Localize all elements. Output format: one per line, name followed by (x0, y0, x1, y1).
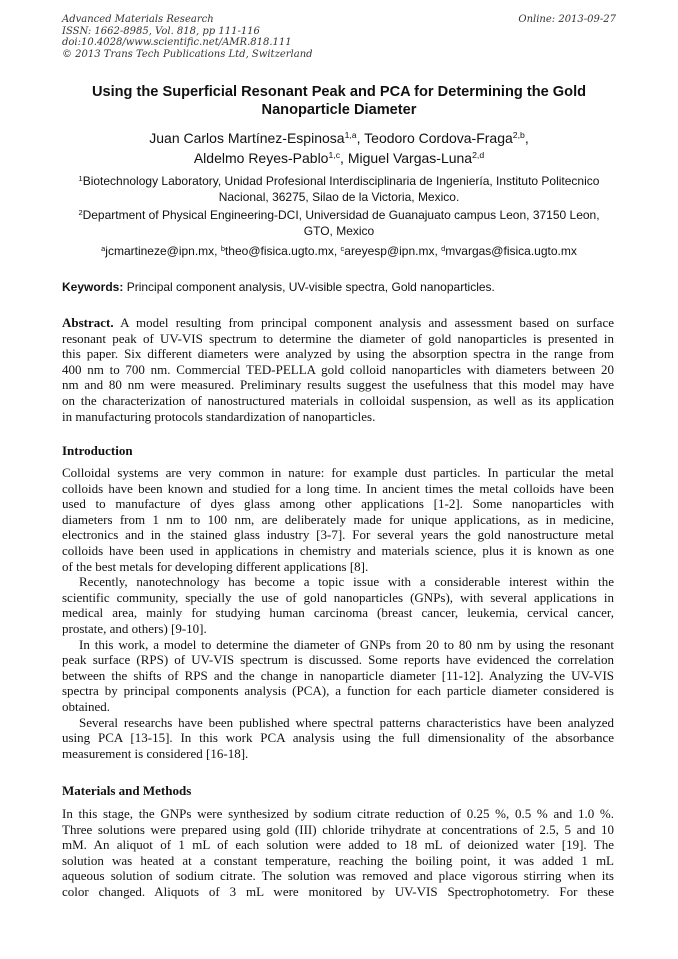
body-line: solution was heated at a constant temperature, reaching the boiling point, it was added 1 mL (62, 852, 614, 868)
abstract-line: this paper. Six different diameters were analyzed by using the absorption spectra in the range from (62, 346, 614, 362)
body-line: mM. An aliquot of 1 mL of each solution were added to 18 mL of deionized water [19]. The (62, 837, 614, 853)
body-line: color changed. Aliquots of 3 mL were monitored by UV-VIS Spectrophotometry. For these (62, 883, 614, 899)
section-heading-methods: Materials and Methods (62, 783, 192, 798)
affiliation-2-line-2: GTO, Mexico (303, 224, 375, 238)
author-separator: , (340, 150, 348, 166)
title-line-2: Nanoparticle Diameter (261, 102, 417, 118)
abstract-line: on the characterization of nanostructured materials in colloidal suspension, as well as its application (62, 392, 614, 408)
body-line: using PCA [13-15]. In this work PCA analysis using the full dimensionality of the absorbance (62, 730, 614, 746)
email-link[interactable]: areyesp@ipn.mx, (344, 244, 442, 258)
body-line: of the best metals for developing different applications [8]. (62, 558, 369, 574)
email-list (62, 243, 616, 259)
author-affil-sup: 2,b (512, 130, 525, 141)
body-line: measurement is considered [16-18]. (62, 745, 249, 761)
email-link[interactable]: mvargas@fisica.ugto.mx (445, 244, 577, 258)
abstract-line: in manufacturing protocols standardization of nanoparticles. (62, 408, 376, 424)
section-heading-introduction: Introduction (62, 443, 133, 458)
keywords (62, 279, 616, 295)
author-affil-sup: 2,d (472, 150, 485, 161)
body-line: peak surface (RPS) of UV-VIS spectrum is discussed. Some reports have evidenced the correlation (62, 652, 614, 668)
author-name: Aldelmo Reyes-Pablo (193, 150, 329, 166)
abstract-line (62, 315, 614, 331)
affiliation-1 (62, 173, 616, 205)
body-line: obtained. (62, 698, 111, 714)
author-name: Miguel Vargas-Luna (347, 150, 473, 166)
introduction-body (62, 465, 614, 761)
body-line: spectra by principal components analysis (PCA), a function for each particle diameter considered is (62, 683, 614, 699)
body-line: between the shifts of RPS and the change in nanoparticle diameter [11-12]. Analyzing the UV-VIS (62, 667, 614, 683)
body-line: Three solutions were prepared using gold (III) chloride trihydrate at concentrations of 2.5, 5 and 10 (62, 821, 614, 837)
affiliation-text: Department of Physical Engineering-DCI, Universidad de Guanajuato campus Leon, 37150 Leon, (82, 208, 600, 222)
author-separator: , (524, 130, 529, 146)
abstract-line: 400 nm to 700 nm. Commercial TED-PELLA gold colloid nanoparticles with diameters between 20 (62, 361, 614, 377)
online-date: Online: 2013-09-27 (518, 14, 616, 25)
journal-header (62, 14, 616, 60)
affiliation-number: 1 (78, 173, 83, 183)
body-line: used to manufacture of dyes glass among other applications [1-2]. Some nanoparticles with (62, 496, 614, 512)
author-name: Juan Carlos Martínez-Espinosa (149, 130, 345, 146)
author-line-2 (62, 148, 616, 168)
body-line: prostate, and others) [9-10]. (62, 620, 207, 636)
body-line: colloids have been known and studied for a long time. In ancient times the metal colloids have been (62, 480, 614, 496)
journal-doi: doi:10.4028/www.scientific.net/AMR.818.111 (62, 37, 292, 48)
affiliation-text: Biotechnology Laboratory, Unidad Profesional Interdisciplinaria de Ingeniería, Instituto Politecnico (82, 174, 600, 188)
affiliation-2-line-1 (62, 207, 616, 223)
affiliation-number: 2 (78, 207, 83, 217)
affiliation-2 (62, 207, 616, 239)
email-link[interactable]: jcmartineze@ipn.mx, (105, 244, 221, 258)
email-sup: b (220, 243, 225, 253)
body-line: scientific community, specially the use of gold nanoparticles (GNPs), with several applications in (62, 589, 614, 605)
body-line: colloids have been used in applications in chemistry and materials science, plus it is known as one (62, 542, 614, 558)
keywords-label: Keywords: (62, 280, 124, 294)
body-line: diameters from 1 nm to 100 nm, are deliberately made for unique applications, as in medicine, (62, 511, 614, 527)
body-line: Several researchs have been published where spectral patterns characteristics have been analyzed (79, 714, 614, 730)
email-sup: d (441, 243, 446, 253)
body-line: In this stage, the GNPs were synthesized by sodium citrate reduction of 0.25 %, 0.5 % and 1.0 %. (62, 806, 614, 821)
title-line-1: Using the Superficial Resonant Peak and PCA for Determining the Gold (91, 84, 587, 100)
affiliation-1-line-2: Nacional, 36275, Silao de la Victoria, Mexico. (218, 190, 460, 204)
author-list (62, 128, 616, 168)
journal-issn: ISSN: 1662-8985, Vol. 818, pp 111-116 (62, 25, 260, 37)
author-affil-sup: 1,c (328, 150, 341, 161)
body-line: Recently, nanotechnology has become a topic issue with a considerable interest within the (79, 574, 614, 590)
keywords-text: Principal component analysis, UV-visible spectra, Gold nanoparticles. (123, 280, 495, 294)
email-sup: c (340, 243, 345, 253)
abstract-line: resonant peak of UV-VIS spectrum to determine the diameter of gold nanoparticles is presented in (62, 330, 614, 346)
author-separator: , (356, 130, 365, 146)
email-sup: a (101, 243, 106, 253)
email-link[interactable]: theo@fisica.ugto.mx, (224, 244, 341, 258)
paper-title (62, 83, 616, 119)
author-name: Teodoro Cordova-Fraga (364, 130, 513, 146)
body-line: In this work, a model to determine the diameter of GNPs from 20 to 80 nm by using the resonant (79, 636, 614, 652)
body-line: Colloidal systems are very common in nature: for example dust particles. In particular the metal (62, 465, 614, 480)
author-line-1 (62, 128, 616, 148)
abstract-text: A model resulting from principal component analysis and assessment based on surface (113, 315, 614, 330)
body-line: electronics and in the stained glass industry [3-7]. For several years the gold nanostructure metal (62, 527, 614, 543)
abstract-label: Abstract. (62, 315, 114, 330)
journal-copyright: © 2013 Trans Tech Publications Ltd, Switzerland (62, 48, 313, 60)
author-affil-sup: 1,a (344, 130, 357, 141)
abstract-line: nm and 80 nm were measured. Preliminary results suggest the usefulness that this model may have (62, 377, 614, 393)
journal-name: Advanced Materials Research (62, 14, 214, 25)
abstract (62, 315, 614, 424)
body-line: medical area, mainly for studying human carcinoma (breast cancer, leukemia, cervical cancer, (62, 605, 614, 621)
affiliation-1-line-1 (62, 173, 616, 189)
body-line: aqueous solution of sodium citrate. The solution was removed and place vigorous stirring when its (62, 868, 614, 884)
methods-body (62, 806, 614, 900)
